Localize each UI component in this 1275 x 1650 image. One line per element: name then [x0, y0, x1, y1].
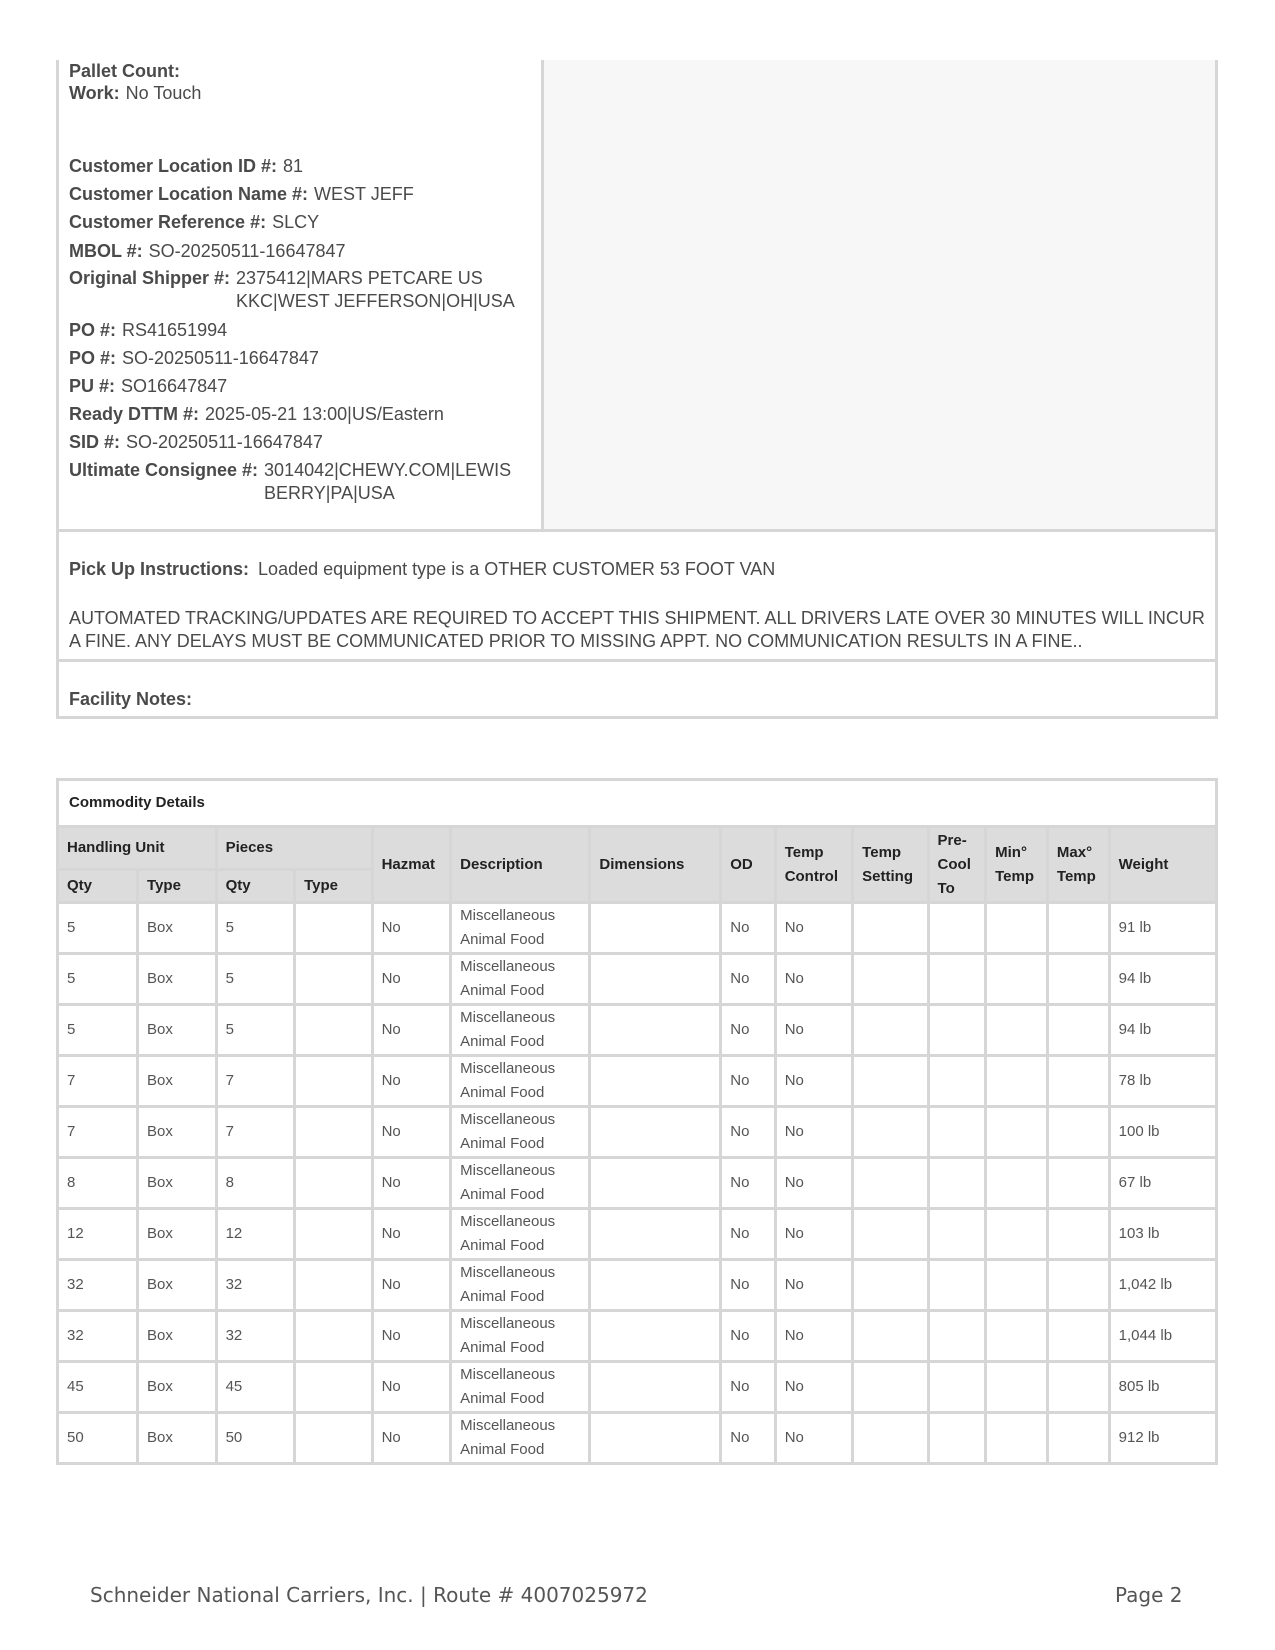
table-row	[59, 1311, 1215, 1362]
cell-hu-type: Box	[138, 1362, 217, 1413]
handling-unit-header: Handling Unit	[59, 828, 216, 870]
cell-temp-control: No	[775, 1056, 852, 1107]
cell-description: Miscellaneous Animal Food	[451, 1158, 590, 1209]
cell-max-temp	[1047, 1209, 1109, 1260]
sid-value: SO-20250511-16647847	[126, 432, 323, 452]
cell-pre-cool-to	[928, 1362, 986, 1413]
cell-temp-setting	[853, 954, 928, 1005]
cell-pc-qty: 32	[216, 1311, 295, 1362]
cell-weight: 67 lb	[1109, 1158, 1215, 1209]
cell-pre-cool-to	[928, 1107, 986, 1158]
cell-pc-qty: 7	[216, 1056, 295, 1107]
hu-type-header: Type	[138, 870, 217, 903]
customer-location-name-field	[69, 183, 414, 206]
cell-pre-cool-to	[928, 1413, 986, 1463]
cell-max-temp	[1047, 1158, 1109, 1209]
pallet-count-label: Pallet Count:	[69, 61, 180, 81]
cell-temp-setting	[853, 1209, 928, 1260]
cell-temp-setting	[853, 1362, 928, 1413]
cell-hu-type: Box	[138, 1260, 217, 1311]
po-field-2	[69, 347, 319, 370]
cell-od: No	[721, 1005, 775, 1056]
original-shipper-value: 2375412|MARS PETCARE US KKC|WEST JEFFERSON|OH|USA	[236, 268, 515, 311]
cell-hu-type: Box	[138, 1413, 217, 1463]
cell-weight: 94 lb	[1109, 1005, 1215, 1056]
cell-temp-setting	[853, 1005, 928, 1056]
cell-hu-qty: 7	[59, 1056, 138, 1107]
cell-dimensions	[590, 1107, 721, 1158]
ultimate-consignee-label: Ultimate Consignee #:	[69, 460, 259, 480]
cell-hu-type: Box	[138, 1311, 217, 1362]
ready-dttm-label: Ready DTTM #:	[69, 404, 200, 424]
cell-od: No	[721, 1311, 775, 1362]
cell-pc-qty: 7	[216, 1107, 295, 1158]
cell-temp-control: No	[775, 1413, 852, 1463]
cell-hu-type: Box	[138, 1158, 217, 1209]
cell-pc-type	[295, 1056, 373, 1107]
cell-hu-type: Box	[138, 954, 217, 1005]
pieces-header: Pieces	[216, 828, 372, 870]
table-row	[59, 1056, 1215, 1107]
cell-temp-setting	[853, 1158, 928, 1209]
cell-pc-type	[295, 954, 373, 1005]
cell-max-temp	[1047, 1260, 1109, 1311]
cell-pre-cool-to	[928, 954, 986, 1005]
pc-type-header: Type	[295, 870, 373, 903]
mbol-field	[69, 240, 346, 263]
cell-hazmat: No	[372, 1107, 451, 1158]
ultimate-consignee-field	[69, 459, 519, 505]
cell-od: No	[721, 1260, 775, 1311]
original-shipper-field	[69, 267, 526, 313]
cell-dimensions	[590, 1056, 721, 1107]
cell-hu-type: Box	[138, 1005, 217, 1056]
cell-pc-type	[295, 1209, 373, 1260]
cell-hazmat: No	[372, 1158, 451, 1209]
cell-pc-type	[295, 1005, 373, 1056]
pre-cool-to-header: Pre-Cool To	[928, 828, 986, 903]
work-label: Work:	[69, 83, 120, 103]
po-value-2: SO-20250511-16647847	[122, 348, 319, 368]
cell-hazmat: No	[372, 954, 451, 1005]
cell-pc-type	[295, 903, 373, 954]
cell-pre-cool-to	[928, 903, 986, 954]
description-header: Description	[451, 828, 590, 903]
cell-temp-control: No	[775, 954, 852, 1005]
cell-hazmat: No	[372, 1413, 451, 1463]
cell-description: Miscellaneous Animal Food	[451, 1362, 590, 1413]
cell-pc-qty: 8	[216, 1158, 295, 1209]
cell-temp-control: No	[775, 1158, 852, 1209]
pu-value: SO16647847	[121, 376, 228, 396]
table-row	[59, 1260, 1215, 1311]
cell-hu-type: Box	[138, 1209, 217, 1260]
cell-dimensions	[590, 903, 721, 954]
ready-dttm-value: 2025-05-21 13:00|US/Eastern	[205, 404, 444, 424]
cell-pre-cool-to	[928, 1005, 986, 1056]
cell-max-temp	[1047, 1362, 1109, 1413]
cell-temp-setting	[853, 1311, 928, 1362]
cell-pc-type	[295, 1311, 373, 1362]
cell-pre-cool-to	[928, 1311, 986, 1362]
cell-od: No	[721, 1056, 775, 1107]
customer-location-name-value: WEST JEFF	[314, 184, 414, 204]
customer-location-id-field	[69, 155, 303, 178]
cell-temp-setting	[853, 1107, 928, 1158]
cell-temp-control: No	[775, 1107, 852, 1158]
cell-pc-qty: 45	[216, 1362, 295, 1413]
cell-pc-qty: 5	[216, 954, 295, 1005]
table-row	[59, 1209, 1215, 1260]
cell-min-temp	[986, 1209, 1048, 1260]
cell-dimensions	[590, 1158, 721, 1209]
cell-temp-control: No	[775, 1362, 852, 1413]
pickup-instructions-value: Loaded equipment type is a OTHER CUSTOMER 53 FOOT VAN	[258, 559, 776, 579]
pu-field	[69, 375, 227, 398]
cell-max-temp	[1047, 1005, 1109, 1056]
pickup-instructions-panel	[56, 532, 1218, 662]
cell-pre-cool-to	[928, 1158, 986, 1209]
table-row	[59, 1107, 1215, 1158]
table-row	[59, 1362, 1215, 1413]
cell-weight: 78 lb	[1109, 1056, 1215, 1107]
max-temp-header: Max° Temp	[1047, 828, 1109, 903]
shipment-details-panel	[56, 60, 1218, 532]
pc-qty-header: Qty	[216, 870, 295, 903]
commodity-details-panel	[56, 778, 1218, 1465]
details-right-column	[541, 60, 1215, 529]
po-label-2: PO #:	[69, 348, 117, 368]
commodity-table	[59, 828, 1215, 1462]
od-header: OD	[721, 828, 775, 903]
details-left-column	[59, 60, 541, 529]
cell-hu-qty: 5	[59, 1005, 138, 1056]
mbol-label: MBOL #:	[69, 241, 143, 261]
cell-pc-type	[295, 1107, 373, 1158]
cell-pc-qty: 12	[216, 1209, 295, 1260]
cell-temp-control: No	[775, 903, 852, 954]
cell-temp-setting	[853, 1056, 928, 1107]
cell-weight: 91 lb	[1109, 903, 1215, 954]
temp-setting-header: Temp Setting	[853, 828, 928, 903]
cell-min-temp	[986, 1107, 1048, 1158]
cell-temp-control: No	[775, 1311, 852, 1362]
cell-hazmat: No	[372, 1362, 451, 1413]
cell-od: No	[721, 1209, 775, 1260]
cell-weight: 805 lb	[1109, 1362, 1215, 1413]
cell-od: No	[721, 1362, 775, 1413]
cell-dimensions	[590, 1209, 721, 1260]
cell-max-temp	[1047, 1311, 1109, 1362]
cell-hu-qty: 5	[59, 903, 138, 954]
pickup-instructions-label: Pick Up Instructions:	[69, 559, 250, 579]
cell-dimensions	[590, 954, 721, 1005]
temp-control-header: Temp Control	[775, 828, 852, 903]
sid-field	[69, 431, 323, 454]
commodity-details-title: Commodity Details	[59, 781, 1215, 828]
cell-dimensions	[590, 1311, 721, 1362]
cell-pre-cool-to	[928, 1260, 986, 1311]
cell-max-temp	[1047, 1107, 1109, 1158]
cell-hazmat: No	[372, 1311, 451, 1362]
cell-hu-qty: 50	[59, 1413, 138, 1463]
cell-min-temp	[986, 1005, 1048, 1056]
customer-reference-label: Customer Reference #:	[69, 212, 267, 232]
table-row	[59, 1158, 1215, 1209]
cell-pc-qty: 5	[216, 1005, 295, 1056]
ultimate-consignee-value: 3014042|CHEWY.COM|LEWIS BERRY|PA|USA	[264, 460, 512, 503]
weight-header: Weight	[1109, 828, 1215, 903]
cell-hu-qty: 8	[59, 1158, 138, 1209]
cell-hu-qty: 45	[59, 1362, 138, 1413]
cell-hu-type: Box	[138, 903, 217, 954]
cell-od: No	[721, 1158, 775, 1209]
hazmat-header: Hazmat	[372, 828, 451, 903]
cell-pc-qty: 5	[216, 903, 295, 954]
cell-hu-qty: 7	[59, 1107, 138, 1158]
table-row	[59, 1413, 1215, 1463]
pickup-instructions-note: AUTOMATED TRACKING/UPDATES ARE REQUIRED TO ACCEPT THIS SHIPMENT. ALL DRIVERS LATE OVER 30 MINUTES WILL INCUR A FINE. ANY DELAYS MUST BE COMMUNICATED PRIOR TO MISSING APPT. NO COMMUNICATION RESULTS IN A FINE..	[69, 608, 1205, 651]
cell-description: Miscellaneous Animal Food	[451, 1260, 590, 1311]
facility-notes-label: Facility Notes:	[69, 689, 193, 709]
table-row	[59, 903, 1215, 954]
cell-min-temp	[986, 1158, 1048, 1209]
work-value: No Touch	[125, 83, 202, 103]
cell-hu-type: Box	[138, 1107, 217, 1158]
cell-min-temp	[986, 903, 1048, 954]
cell-description: Miscellaneous Animal Food	[451, 1413, 590, 1463]
cell-description: Miscellaneous Animal Food	[451, 1005, 590, 1056]
cell-description: Miscellaneous Animal Food	[451, 1056, 590, 1107]
cell-pc-type	[295, 1413, 373, 1463]
commodity-table-body	[59, 903, 1215, 1463]
po-field-1	[69, 319, 227, 342]
cell-hazmat: No	[372, 903, 451, 954]
cell-od: No	[721, 954, 775, 1005]
cell-od: No	[721, 1413, 775, 1463]
cell-temp-setting	[853, 1260, 928, 1311]
cell-dimensions	[590, 1260, 721, 1311]
cell-weight: 1,042 lb	[1109, 1260, 1215, 1311]
cell-dimensions	[590, 1362, 721, 1413]
cell-hazmat: No	[372, 1056, 451, 1107]
cell-od: No	[721, 1107, 775, 1158]
pickup-instructions-line	[69, 559, 775, 580]
cell-description: Miscellaneous Animal Food	[451, 1107, 590, 1158]
cell-pc-qty: 50	[216, 1413, 295, 1463]
footer-company-route: Schneider National Carriers, Inc. | Route # 4007025972	[90, 1583, 648, 1607]
cell-min-temp	[986, 954, 1048, 1005]
po-label-1: PO #:	[69, 320, 117, 340]
cell-weight: 100 lb	[1109, 1107, 1215, 1158]
cell-hazmat: No	[372, 1005, 451, 1056]
cell-description: Miscellaneous Animal Food	[451, 903, 590, 954]
cell-weight: 1,044 lb	[1109, 1311, 1215, 1362]
cell-weight: 103 lb	[1109, 1209, 1215, 1260]
cell-max-temp	[1047, 1413, 1109, 1463]
cell-temp-setting	[853, 1413, 928, 1463]
cell-dimensions	[590, 1005, 721, 1056]
dimensions-header: Dimensions	[590, 828, 721, 903]
cell-min-temp	[986, 1311, 1048, 1362]
cell-min-temp	[986, 1413, 1048, 1463]
cell-max-temp	[1047, 1056, 1109, 1107]
cell-pre-cool-to	[928, 1209, 986, 1260]
cell-temp-control: No	[775, 1005, 852, 1056]
work-field	[69, 82, 201, 105]
cell-pc-type	[295, 1260, 373, 1311]
cell-hazmat: No	[372, 1209, 451, 1260]
facility-notes-panel	[56, 662, 1218, 719]
sid-label: SID #:	[69, 432, 121, 452]
original-shipper-label: Original Shipper #:	[69, 268, 231, 288]
cell-hu-qty: 32	[59, 1311, 138, 1362]
min-temp-header: Min° Temp	[986, 828, 1048, 903]
customer-reference-field	[69, 211, 319, 234]
cell-hu-qty: 5	[59, 954, 138, 1005]
ready-dttm-field	[69, 403, 444, 426]
po-value-1: RS41651994	[122, 320, 228, 340]
cell-weight: 912 lb	[1109, 1413, 1215, 1463]
cell-min-temp	[986, 1362, 1048, 1413]
hu-qty-header: Qty	[59, 870, 138, 903]
cell-temp-control: No	[775, 1260, 852, 1311]
cell-od: No	[721, 903, 775, 954]
cell-pc-type	[295, 1362, 373, 1413]
footer-page-number: Page 2	[1115, 1583, 1183, 1607]
table-row	[59, 954, 1215, 1005]
customer-location-id-value: 81	[283, 156, 304, 176]
cell-hu-qty: 12	[59, 1209, 138, 1260]
customer-reference-value: SLCY	[272, 212, 320, 232]
cell-description: Miscellaneous Animal Food	[451, 954, 590, 1005]
cell-temp-setting	[853, 903, 928, 954]
cell-pc-qty: 32	[216, 1260, 295, 1311]
cell-pre-cool-to	[928, 1056, 986, 1107]
cell-hazmat: No	[372, 1260, 451, 1311]
cell-description: Miscellaneous Animal Food	[451, 1209, 590, 1260]
cell-hu-type: Box	[138, 1056, 217, 1107]
cell-hu-qty: 32	[59, 1260, 138, 1311]
cell-max-temp	[1047, 903, 1109, 954]
customer-location-name-label: Customer Location Name #:	[69, 184, 309, 204]
cell-dimensions	[590, 1413, 721, 1463]
cell-pc-type	[295, 1158, 373, 1209]
pu-label: PU #:	[69, 376, 116, 396]
mbol-value: SO-20250511-16647847	[148, 241, 346, 261]
cell-min-temp	[986, 1056, 1048, 1107]
cell-description: Miscellaneous Animal Food	[451, 1311, 590, 1362]
cell-weight: 94 lb	[1109, 954, 1215, 1005]
cell-min-temp	[986, 1260, 1048, 1311]
table-row	[59, 1005, 1215, 1056]
pallet-count-field	[69, 60, 186, 83]
customer-location-id-label: Customer Location ID #:	[69, 156, 278, 176]
cell-temp-control: No	[775, 1209, 852, 1260]
cell-max-temp	[1047, 954, 1109, 1005]
